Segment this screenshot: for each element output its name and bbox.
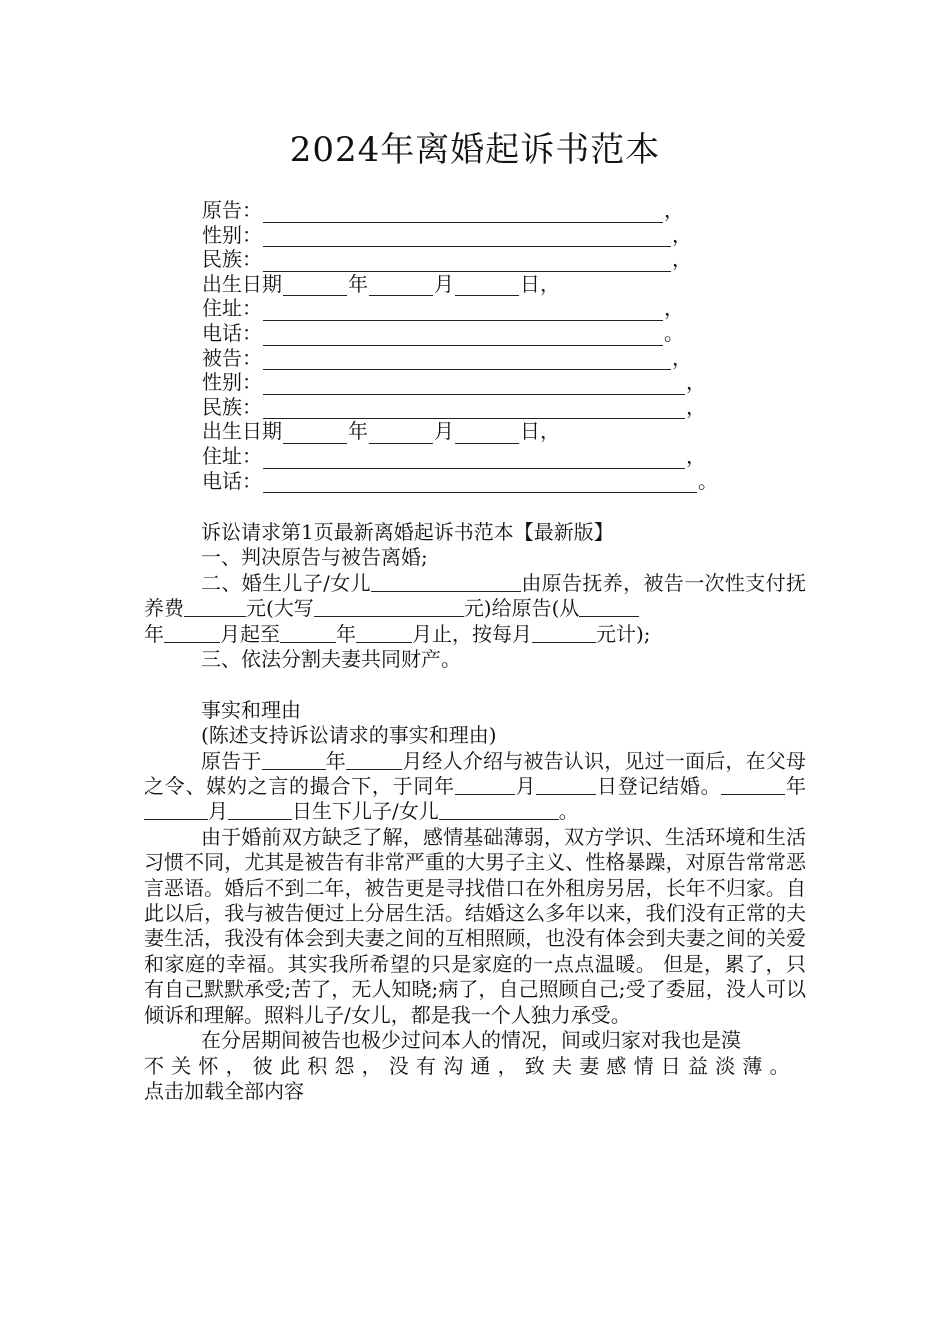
text: 月	[514, 774, 537, 799]
facts-paragraph-2: 由于婚前双方缺乏了解，感情基础薄弱，双方学识、生活环境和生活习惯不同，尤其是被告有非常严重的大男子主义、性格暴躁，对原告常常恶言恶语。婚后不到二年，被告更是寻找借口在外租房另居，长年不归家。自此以后，我与被告便过上分居生活。结婚这么多年以来，我们没有正常的夫妻生活，我没有体会到夫妻之间的互相照顾，也没有体会到夫妻之间的关爱和家庭的幸福。其实我所希望的只是家庭的一点点温暖。 但是，累了，只有自己默默承受;苦了，无人知晓;病了，自己照顾自己;受了委屈，没人可以倾诉和理解。照料儿子/女儿，都是我一个人独力承受。	[144, 824, 806, 1027]
blank	[371, 573, 521, 592]
text: 由原告抚养，被告一次性	[520, 570, 746, 595]
text: 支付抚养费	[144, 570, 806, 621]
defendant-phone-row	[202, 469, 718, 494]
blank	[346, 751, 402, 770]
label: 电话：	[202, 320, 262, 345]
blank	[263, 303, 663, 321]
claim-1: 一、判决原告与被告离婚;	[201, 545, 428, 570]
punct: ，	[686, 370, 706, 395]
blank	[532, 624, 596, 643]
text: 元(大写	[246, 596, 314, 621]
punct: ，	[664, 198, 684, 222]
text: 原告于	[201, 748, 262, 773]
defendant-address-row	[202, 444, 718, 469]
document-body	[144, 520, 806, 1104]
blank	[263, 229, 671, 247]
claim-2	[144, 571, 806, 647]
text: 年	[785, 774, 807, 799]
plaintiff-gender-row	[202, 223, 718, 248]
facts-paragraph-1	[144, 749, 806, 825]
label: 住址：	[202, 296, 262, 321]
label: 民族：	[202, 247, 262, 272]
blank	[314, 598, 464, 617]
blank	[455, 278, 519, 296]
punct: 。	[664, 320, 684, 345]
facts-paragraph-3b: 不关怀，彼此积怨，没有沟通，致夫妻感情日益淡薄。	[144, 1053, 797, 1078]
punct: ，	[664, 296, 684, 321]
text: 年	[325, 748, 347, 773]
text: 。	[558, 799, 579, 824]
punct: ，	[672, 345, 692, 370]
punct: ，	[686, 394, 706, 419]
label: 住址：	[202, 443, 262, 468]
blank	[455, 426, 519, 444]
text: 月经人介绍与被告认识，见过一面后，	[402, 748, 746, 773]
claim-3: 三、依法分割夫妻共同财产。	[201, 647, 461, 672]
plaintiff-ethnicity-row	[202, 247, 718, 272]
text: 月止，按每月	[412, 621, 532, 646]
text: 年	[144, 621, 164, 646]
text: 二、婚生儿子/女儿	[201, 570, 371, 595]
label: 日，	[520, 271, 560, 296]
punct: ，	[672, 247, 692, 272]
blank	[283, 426, 347, 444]
text: 月起至	[220, 621, 280, 646]
text: 元)给原告(从	[463, 596, 580, 621]
claims-heading: 诉讼请求第1页最新离婚起诉书范本【最新版】	[201, 520, 614, 544]
blank	[263, 475, 697, 493]
blank	[263, 328, 663, 346]
plaintiff-address-row	[202, 296, 718, 321]
blank	[283, 278, 347, 296]
label: 年	[348, 419, 368, 444]
blank	[439, 801, 559, 820]
blank	[280, 624, 336, 643]
text: 在父母之令、媒妁之言的撮合下，于同年	[144, 748, 807, 799]
blank	[164, 624, 220, 643]
blank	[369, 426, 433, 444]
blank	[262, 751, 326, 770]
blank	[228, 801, 292, 820]
blank	[263, 377, 685, 395]
blank	[263, 205, 663, 223]
blank	[369, 278, 433, 296]
blank	[263, 254, 671, 272]
label: 性别：	[202, 370, 262, 395]
defendant-ethnicity-row	[202, 395, 718, 420]
blank	[356, 624, 412, 643]
blank	[721, 776, 785, 795]
blank	[263, 451, 685, 469]
punct: ，	[672, 222, 692, 247]
facts-heading: 事实和理由	[201, 697, 301, 722]
text: 日生下儿子/女儿	[292, 799, 439, 824]
blank	[263, 352, 671, 370]
punct: 。	[698, 468, 718, 493]
label: 电话：	[202, 468, 262, 493]
defendant-name-row	[202, 346, 718, 371]
plaintiff-birth-row	[202, 272, 718, 297]
text: 月	[208, 799, 228, 824]
text: 年	[336, 621, 356, 646]
label: 原告：	[202, 198, 262, 222]
facts-subheading: (陈述支持诉讼请求的事实和理由)	[201, 723, 497, 748]
label: 民族：	[202, 394, 262, 419]
label: 出生日期	[202, 271, 282, 296]
label: 年	[348, 271, 368, 296]
label: 性别：	[202, 222, 262, 247]
label: 被告：	[202, 345, 262, 370]
label: 月	[434, 419, 454, 444]
defendant-gender-row	[202, 370, 718, 395]
defendant-birth-row	[202, 419, 718, 444]
label: 月	[434, 271, 454, 296]
blank	[144, 801, 208, 820]
label: 出生日期	[202, 419, 282, 444]
blank	[263, 401, 685, 419]
label: 日，	[520, 419, 560, 444]
blank	[455, 776, 515, 795]
text: 元计);	[596, 621, 651, 646]
blank	[184, 598, 246, 617]
plaintiff-phone-row	[202, 321, 718, 346]
blank	[536, 776, 596, 795]
plaintiff-name-row	[202, 198, 718, 223]
text: 日登记结	[596, 774, 680, 799]
load-more-link[interactable]: 点击加载全部内容	[144, 1078, 304, 1103]
document-title: 2024年离婚起诉书范本	[289, 130, 661, 170]
blank	[579, 598, 639, 617]
facts-paragraph-3a: 在分居期间被告也极少过问本人的情况，间或归家对我也是漠	[201, 1028, 741, 1053]
text: 婚。	[679, 774, 722, 799]
punct: ，	[686, 443, 706, 468]
party-info	[202, 198, 718, 493]
